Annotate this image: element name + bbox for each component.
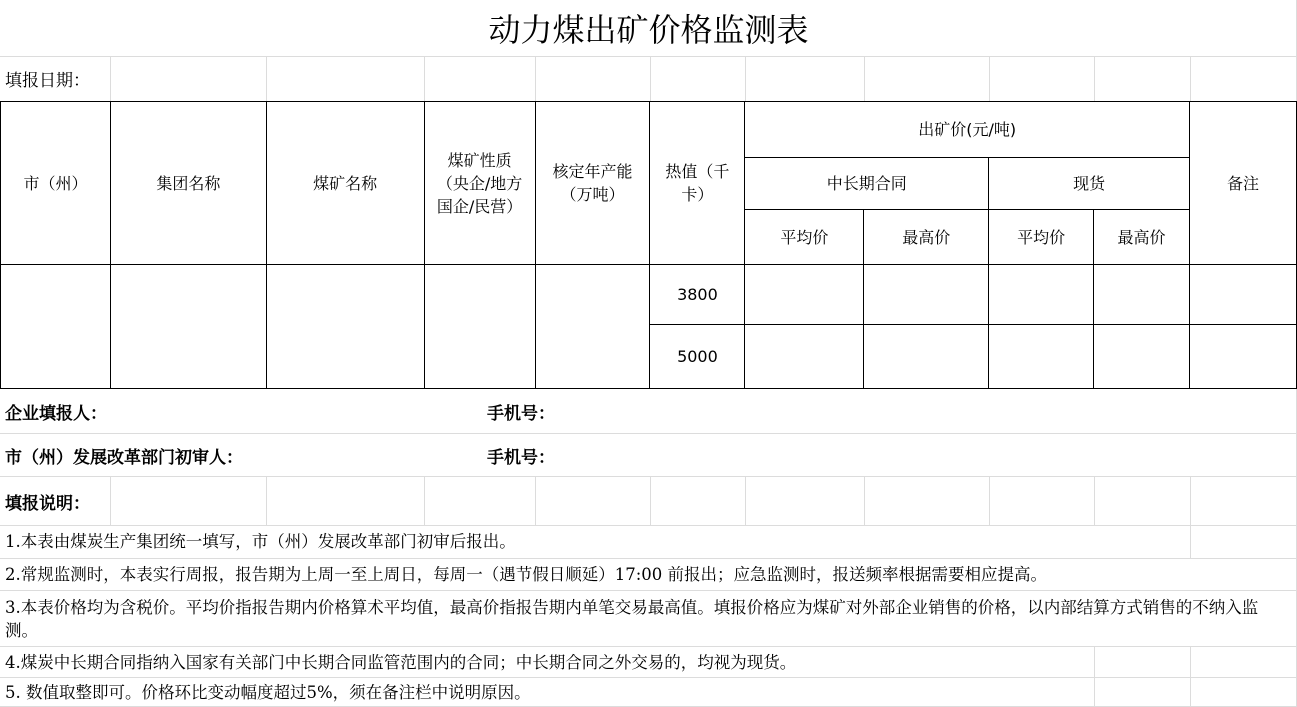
header-capacity: 核定年产能（万吨） <box>535 102 650 265</box>
note-2: 2.常规监测时，本表实行周报，报告期为上周一至上周日，每周一（遇节假日顺延）17:00 前报出；应急监测时，报送频率根据需要相应提高。 <box>5 565 1048 584</box>
cell-spot-avg[interactable] <box>989 265 1094 325</box>
gridline <box>0 590 1297 591</box>
cell-nature[interactable] <box>424 265 535 389</box>
header-city: 市（州） <box>1 102 111 265</box>
enterprise-filler-label: 企业填报人： <box>5 404 107 424</box>
phone-label: 手机号： <box>487 447 555 468</box>
cell-spot-avg[interactable] <box>989 325 1094 389</box>
header-max-price: 最高价 <box>1094 210 1190 265</box>
header-mine: 煤矿名称 <box>266 102 424 265</box>
gridline <box>0 56 1297 57</box>
fill-date-label: 填报日期： <box>5 71 90 91</box>
cell-remark[interactable] <box>1189 265 1296 325</box>
page-title: 动力煤出矿价格监测表 <box>488 11 809 49</box>
note-3: 3.本表价格均为含税价。平均价指报告期内价格算术平均值，最高价指报告期内单笔交易最高值。填报价格应为煤矿对外部企业销售的价格，以内部结算方式销售的不纳入监测。 <box>5 598 1259 640</box>
cell-group[interactable] <box>110 265 266 389</box>
cell-mine[interactable] <box>266 265 424 389</box>
instructions-title: 填报说明： <box>5 493 90 514</box>
header-group: 集团名称 <box>110 102 266 265</box>
gridline <box>0 558 1297 559</box>
header-spot: 现货 <box>989 158 1190 210</box>
gridline <box>0 525 1297 526</box>
header-remark: 备注 <box>1189 102 1296 265</box>
note-1: 1.本表由煤炭生产集团统一填写，市（州）发展改革部门初审后报出。 <box>5 532 516 551</box>
cell-spot-max[interactable] <box>1094 325 1190 389</box>
cell-long-avg[interactable] <box>745 265 864 325</box>
note-5: 5. 数值取整即可。价格环比变动幅度超过5%，须在备注栏中说明原因。 <box>5 683 531 702</box>
cell-calorific: 3800 <box>650 265 745 325</box>
header-avg-price: 平均价 <box>989 210 1094 265</box>
cell-long-avg[interactable] <box>745 325 864 389</box>
header-long-term: 中长期合同 <box>745 158 989 210</box>
gridline <box>0 646 1297 647</box>
cell-city[interactable] <box>1 265 111 389</box>
header-calorific: 热值（千卡） <box>650 102 745 265</box>
phone-label: 手机号： <box>487 404 555 424</box>
gridline <box>0 677 1297 678</box>
cell-long-max[interactable] <box>864 265 989 325</box>
cell-calorific: 5000 <box>650 325 745 389</box>
header-price: 出矿价(元/吨) <box>745 102 1190 158</box>
cell-long-max[interactable] <box>864 325 989 389</box>
price-table <box>0 101 1297 389</box>
cell-capacity[interactable] <box>535 265 650 389</box>
reviewer-label: 市（州）发展改革部门初审人： <box>5 447 243 468</box>
gridline <box>0 476 1297 477</box>
header-nature: 煤矿性质（央企/地方国企/民营） <box>424 102 535 265</box>
header-avg-price: 平均价 <box>745 210 864 265</box>
cell-remark[interactable] <box>1189 325 1296 389</box>
header-max-price: 最高价 <box>864 210 989 265</box>
cell-spot-max[interactable] <box>1094 265 1190 325</box>
note-4: 4.煤炭中长期合同指纳入国家有关部门中长期合同监管范围内的合同；中长期合同之外交易的，均视为现货。 <box>5 653 797 672</box>
